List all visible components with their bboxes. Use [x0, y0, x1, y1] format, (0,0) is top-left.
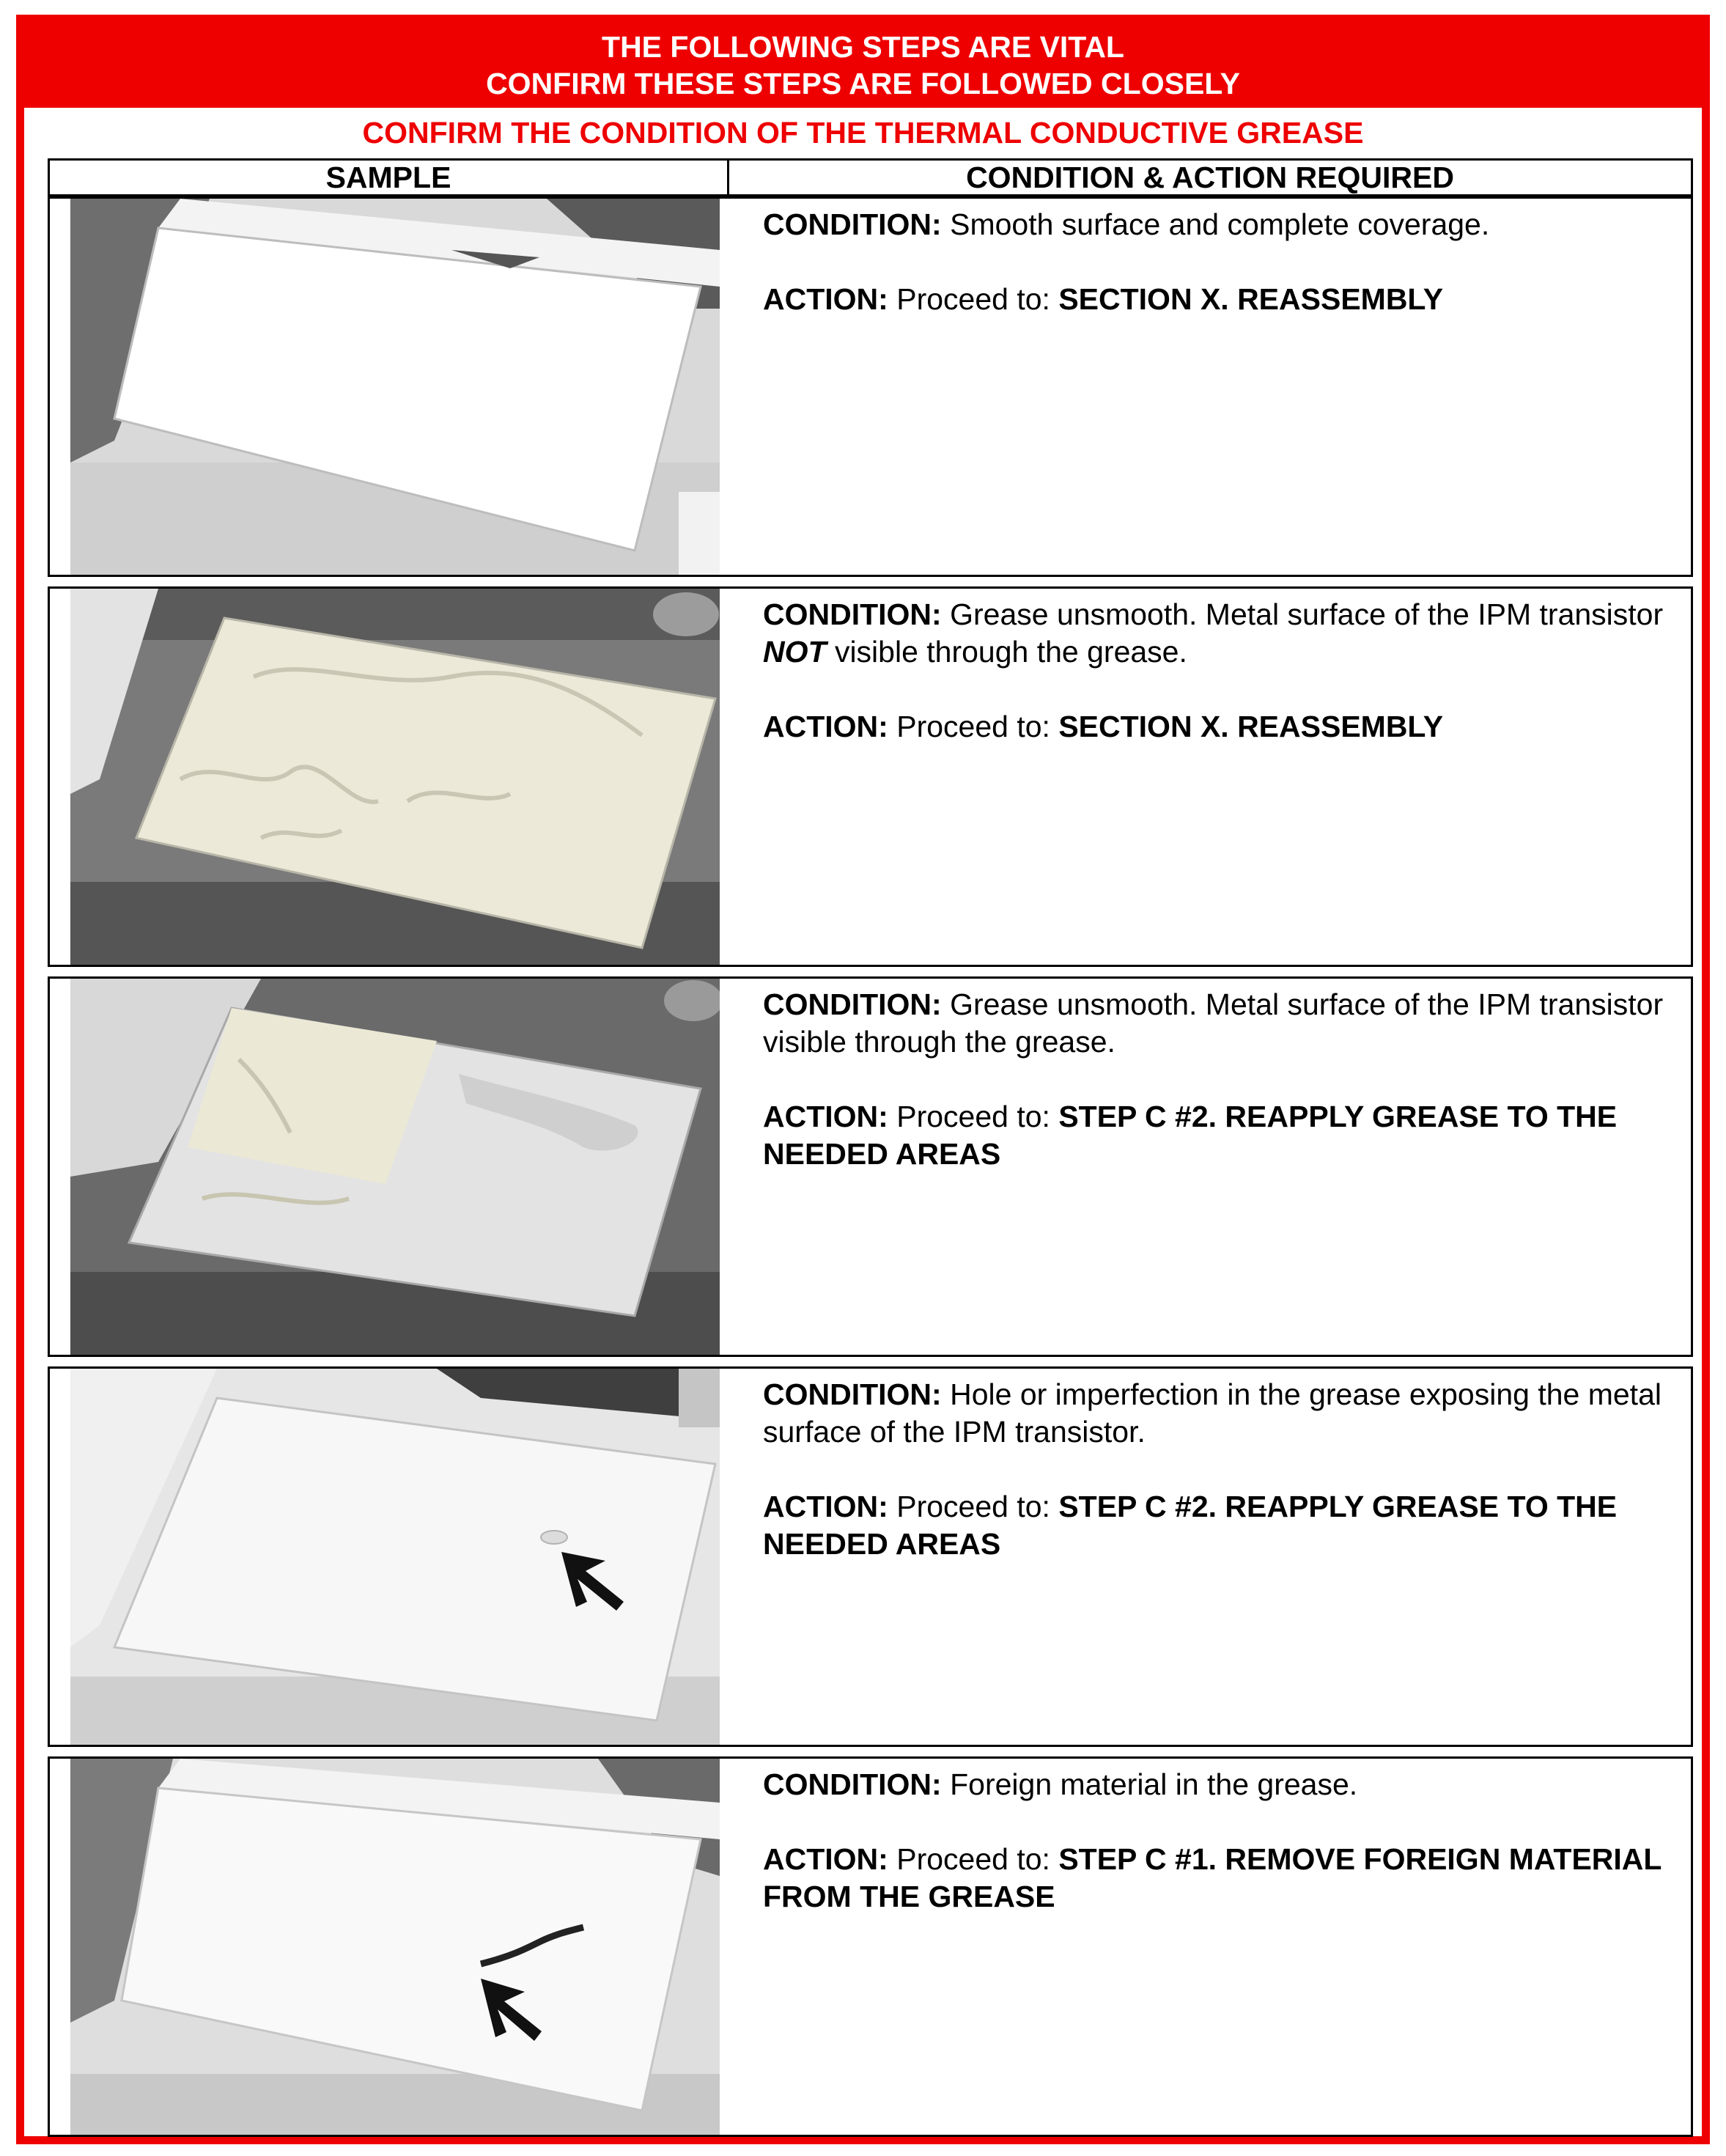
condition-label: CONDITION: [763, 597, 942, 631]
condition-text: Smooth surface and complete coverage. [950, 207, 1490, 241]
condition-text: Grease unsmooth. Metal surface of the IPM transistor [950, 597, 1664, 631]
condition-text: Grease unsmooth. Metal surface of the IPM transistor visible through the grease. [763, 987, 1664, 1059]
condition-cell [763, 1766, 1676, 1916]
proceed-text: Proceed to: [896, 282, 1050, 316]
proceed-text: Proceed to: [896, 1490, 1050, 1523]
condition-label: CONDITION: [763, 1767, 942, 1801]
condition-label: CONDITION: [763, 987, 942, 1021]
page-subtitle: CONFIRM THE CONDITION OF THE THERMAL CONDUCTIVE GREASE [362, 116, 1364, 150]
action-label: ACTION: [763, 282, 888, 316]
action-label: ACTION: [763, 710, 888, 743]
action-label: ACTION: [763, 1842, 888, 1876]
proceed-text: Proceed to: [896, 710, 1050, 743]
condition-label: CONDITION: [763, 207, 942, 241]
table-row [48, 976, 1693, 1357]
column-header-sample: SAMPLE [50, 161, 729, 194]
action-target: STEP C #1. REMOVE FOREIGN MATERIAL FROM THE GREASE [763, 1842, 1662, 1913]
condition-text: Hole or imperfection in the grease exposing the metal surface of the IPM transistor. [763, 1377, 1662, 1449]
sample-photo-foreign-material [70, 1759, 720, 2135]
action-target: STEP C #2. REAPPLY GREASE TO THE NEEDED AREAS [763, 1490, 1618, 1561]
action-target: SECTION X. REASSEMBLY [1058, 710, 1444, 743]
condition-cell [763, 986, 1676, 1173]
condition-text-end: visible through the grease. [834, 635, 1187, 669]
condition-emphasis: NOT [763, 635, 827, 669]
action-target: STEP C #2. REAPPLY GREASE TO THE NEEDED AREAS [763, 1100, 1618, 1171]
condition-cell [763, 1376, 1676, 1563]
table-row [48, 1366, 1693, 1747]
condition-cell [763, 596, 1676, 746]
table-header [48, 158, 1693, 196]
sample-photo-smooth [70, 199, 720, 575]
proceed-text: Proceed to: [896, 1100, 1050, 1133]
action-target: SECTION X. REASSEMBLY [1058, 282, 1444, 316]
warning-banner [24, 23, 1702, 108]
action-label: ACTION: [763, 1100, 888, 1133]
sample-photo-hole [70, 1369, 720, 1745]
action-label: ACTION: [763, 1490, 888, 1523]
column-header-condition: CONDITION & ACTION REQUIRED [966, 161, 1454, 194]
condition-text: Foreign material in the grease. [950, 1767, 1358, 1801]
table-row [48, 196, 1693, 577]
sample-photo-unsmooth-not-visible [70, 589, 720, 965]
condition-label: CONDITION: [763, 1377, 942, 1411]
sample-photo-unsmooth-visible [70, 979, 720, 1355]
condition-cell [763, 206, 1676, 318]
document-frame [16, 15, 1710, 2144]
table-row [48, 1756, 1693, 2137]
table-row [48, 586, 1693, 967]
proceed-text: Proceed to: [896, 1842, 1050, 1876]
banner-line-1: THE FOLLOWING STEPS ARE VITAL [602, 30, 1124, 64]
banner-line-2: CONFIRM THESE STEPS ARE FOLLOWED CLOSELY [486, 67, 1240, 100]
